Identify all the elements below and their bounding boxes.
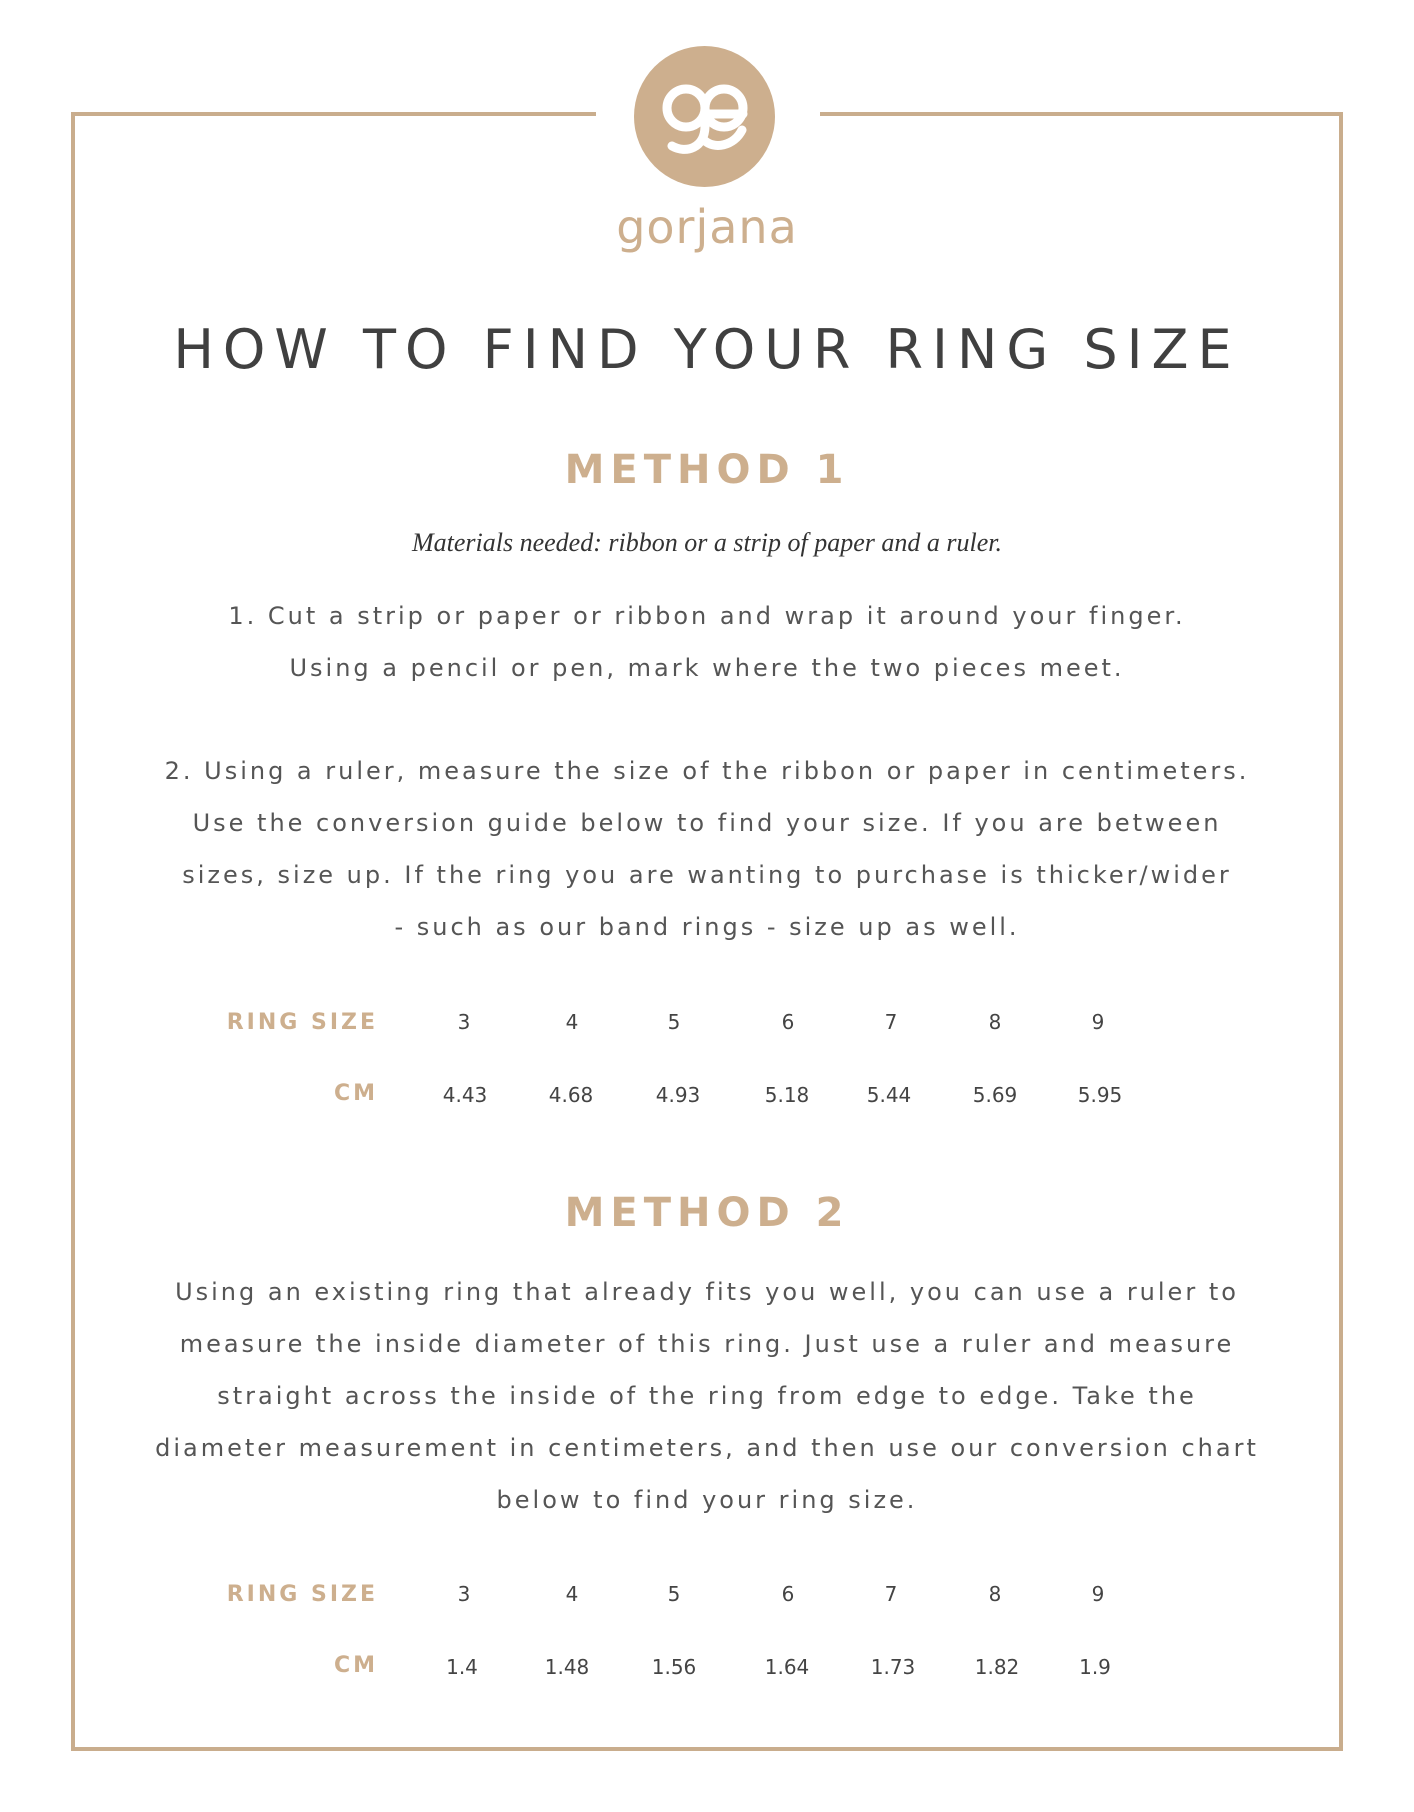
step2-line: 2. Using a ruler, measure the size of the ribbon or paper in centimeters.	[164, 757, 1250, 785]
cm-cell: 4.43	[442, 1083, 488, 1107]
brand-name: gorjana	[616, 200, 798, 254]
cm-cell: 4.93	[655, 1083, 701, 1107]
size-cell: 8	[988, 1582, 1002, 1606]
brand-logo-icon	[634, 46, 775, 187]
size-cell: 4	[565, 1010, 579, 1034]
ring-size-label: RING SIZE	[226, 1010, 378, 1035]
step1-line: Using a pencil or pen, mark where the two pieces meet.	[289, 654, 1125, 682]
cm-cell: 5.44	[866, 1083, 912, 1107]
cm-cell: 1.56	[651, 1655, 697, 1679]
size-cell: 6	[781, 1010, 795, 1034]
step1-line: 1. Cut a strip or paper or ribbon and wrap it around your finger.	[228, 602, 1186, 630]
method2-heading: METHOD 2	[564, 1190, 850, 1236]
cm-cell: 1.4	[446, 1655, 478, 1679]
size-cell: 3	[457, 1582, 471, 1606]
method1-step2	[150, 745, 1264, 953]
size-cell: 7	[884, 1582, 898, 1606]
cm-cell: 1.82	[974, 1655, 1020, 1679]
size-cell: 9	[1091, 1582, 1105, 1606]
materials-note: Materials needed: ribbon or a strip of paper and a ruler.	[411, 528, 1003, 557]
cm-cell: 1.73	[870, 1655, 916, 1679]
step2-line: - such as our band rings - size up as well.	[394, 913, 1020, 941]
method2-line: measure the inside diameter of this ring. Just use a ruler and measure	[179, 1330, 1235, 1358]
size-cell: 3	[457, 1010, 471, 1034]
size-cell: 9	[1091, 1010, 1105, 1034]
method1-step1	[150, 590, 1264, 694]
cm-label: CM	[333, 1653, 378, 1678]
size-cell: 6	[781, 1582, 795, 1606]
page-title: HOW TO FIND YOUR RING SIZE	[173, 318, 1241, 381]
size-cell: 4	[565, 1582, 579, 1606]
cm-label: CM	[333, 1081, 378, 1106]
method1-heading: METHOD 1	[564, 447, 850, 493]
cm-cell: 4.68	[548, 1083, 594, 1107]
cm-cell: 5.95	[1077, 1083, 1123, 1107]
size-cell: 5	[667, 1582, 681, 1606]
size-cell: 8	[988, 1010, 1002, 1034]
cm-cell: 1.64	[764, 1655, 810, 1679]
method2-instructions	[150, 1266, 1264, 1526]
cm-cell: 1.48	[544, 1655, 590, 1679]
cm-cell: 5.18	[764, 1083, 810, 1107]
method2-line: Using an existing ring that already fits you well, you can use a ruler to	[175, 1278, 1239, 1306]
size-cell: 7	[884, 1010, 898, 1034]
method2-line: straight across the inside of the ring from edge to edge. Take the	[217, 1382, 1197, 1410]
method2-line: below to find your ring size.	[496, 1486, 918, 1514]
cm-cell: 1.9	[1079, 1655, 1111, 1679]
step2-line: sizes, size up. If the ring you are wanting to purchase is thicker/wider	[182, 861, 1232, 889]
size-cell: 5	[667, 1010, 681, 1034]
cm-cell: 5.69	[972, 1083, 1018, 1107]
ring-size-label: RING SIZE	[226, 1582, 378, 1607]
method2-line: diameter measurement in centimeters, and then use our conversion chart	[155, 1434, 1259, 1462]
step2-line: Use the conversion guide below to find your size. If you are between	[192, 809, 1222, 837]
